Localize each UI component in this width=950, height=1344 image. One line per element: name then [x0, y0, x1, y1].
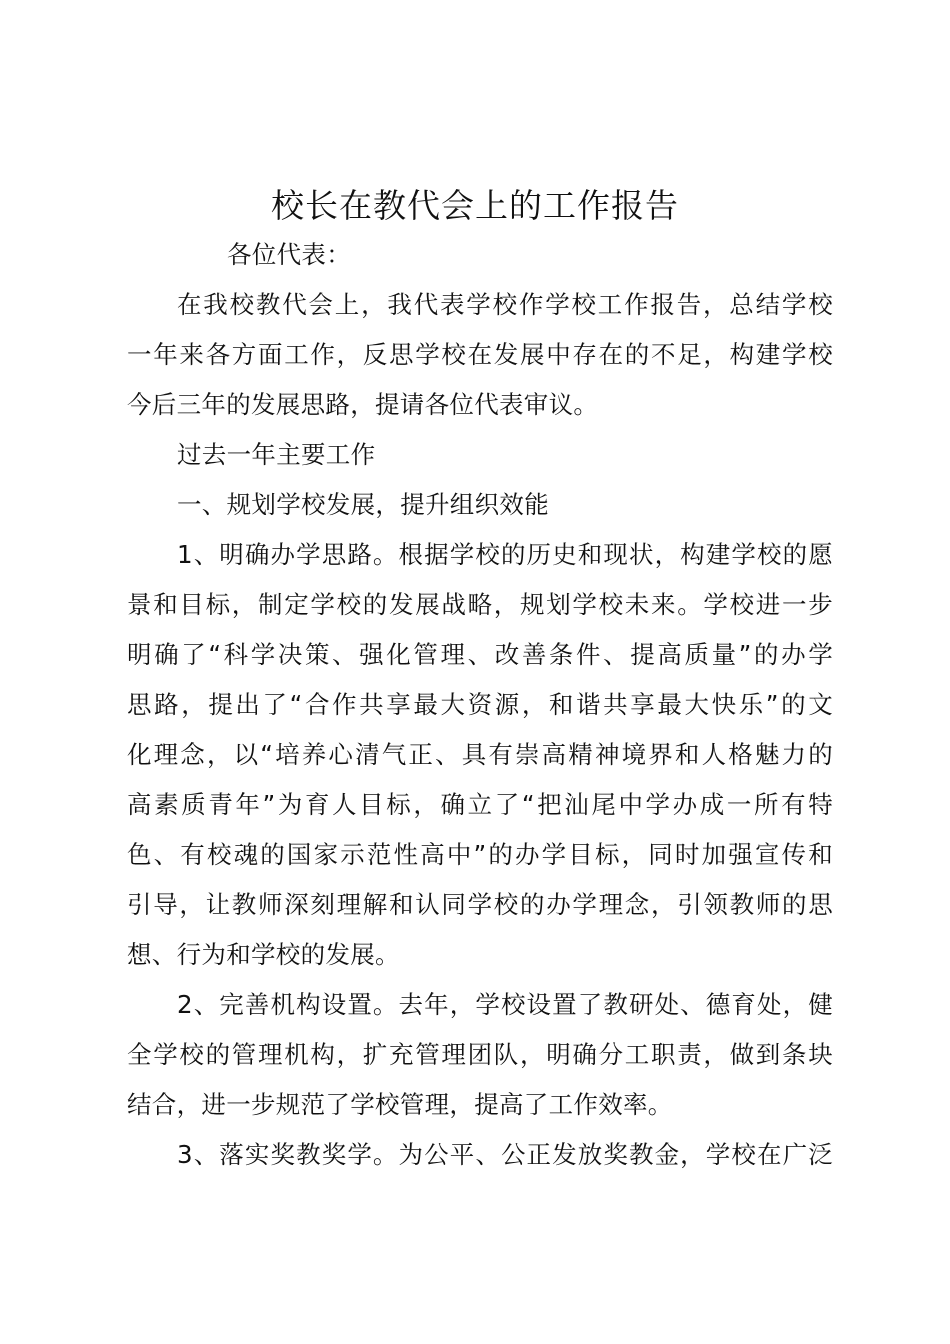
- text-line: 思路，提出了“合作共享最大资源，和谐共享最大快乐”的文: [127, 690, 833, 719]
- section-heading: [127, 430, 833, 480]
- text-line: 色、有校魂的国家示范性高中”的办学目标，同时加强宣传和: [127, 840, 833, 869]
- text-line: 一年来各方面工作，反思学校在发展中存在的不足，构建学校: [127, 340, 833, 369]
- text-line: 2、完善机构设置。去年，学校设置了教研处、德育处，健: [177, 990, 833, 1019]
- text-line: 1、明确办学思路。根据学校的历史和现状，构建学校的愿: [177, 540, 833, 569]
- paragraph-item-3: [127, 1130, 833, 1180]
- paragraph-salutation: [127, 230, 833, 280]
- text-line: 景和目标，制定学校的发展战略，规划学校未来。学校进一步: [127, 590, 833, 619]
- text-line: 过去一年主要工作: [177, 440, 376, 469]
- text-line: 今后三年的发展思路，提请各位代表审议。: [127, 390, 599, 419]
- text-line: 引导，让教师深刻理解和认同学校的办学理念，引领教师的思: [127, 890, 833, 919]
- subsection-heading: [127, 480, 833, 530]
- text-line: 各位代表：: [227, 240, 351, 269]
- document-body: [127, 230, 833, 1180]
- paragraph-intro: [127, 280, 833, 430]
- text-line: 3、落实奖教奖学。为公平、公正发放奖教金，学校在广泛: [177, 1140, 833, 1169]
- text-line: 高素质青年”为育人目标，确立了“把汕尾中学办成一所有特: [127, 790, 833, 819]
- text-line: 全学校的管理机构，扩充管理团队，明确分工职责，做到条块: [127, 1040, 833, 1069]
- document-title: 校长在教代会上的工作报告: [271, 186, 679, 225]
- paragraph-item-2: [127, 980, 833, 1130]
- text-line: 化理念，以“培养心清气正、具有崇高精神境界和人格魅力的: [127, 740, 833, 769]
- paragraph-item-1: [127, 530, 833, 980]
- text-line: 结合，进一步规范了学校管理，提高了工作效率。: [127, 1090, 673, 1119]
- text-line: 明确了“科学决策、强化管理、改善条件、提高质量”的办学: [127, 640, 833, 669]
- text-line: 一、规划学校发展，提升组织效能: [177, 490, 549, 519]
- text-line: 在我校教代会上，我代表学校作学校工作报告，总结学校: [177, 290, 833, 319]
- text-line: 想、行为和学校的发展。: [127, 940, 400, 969]
